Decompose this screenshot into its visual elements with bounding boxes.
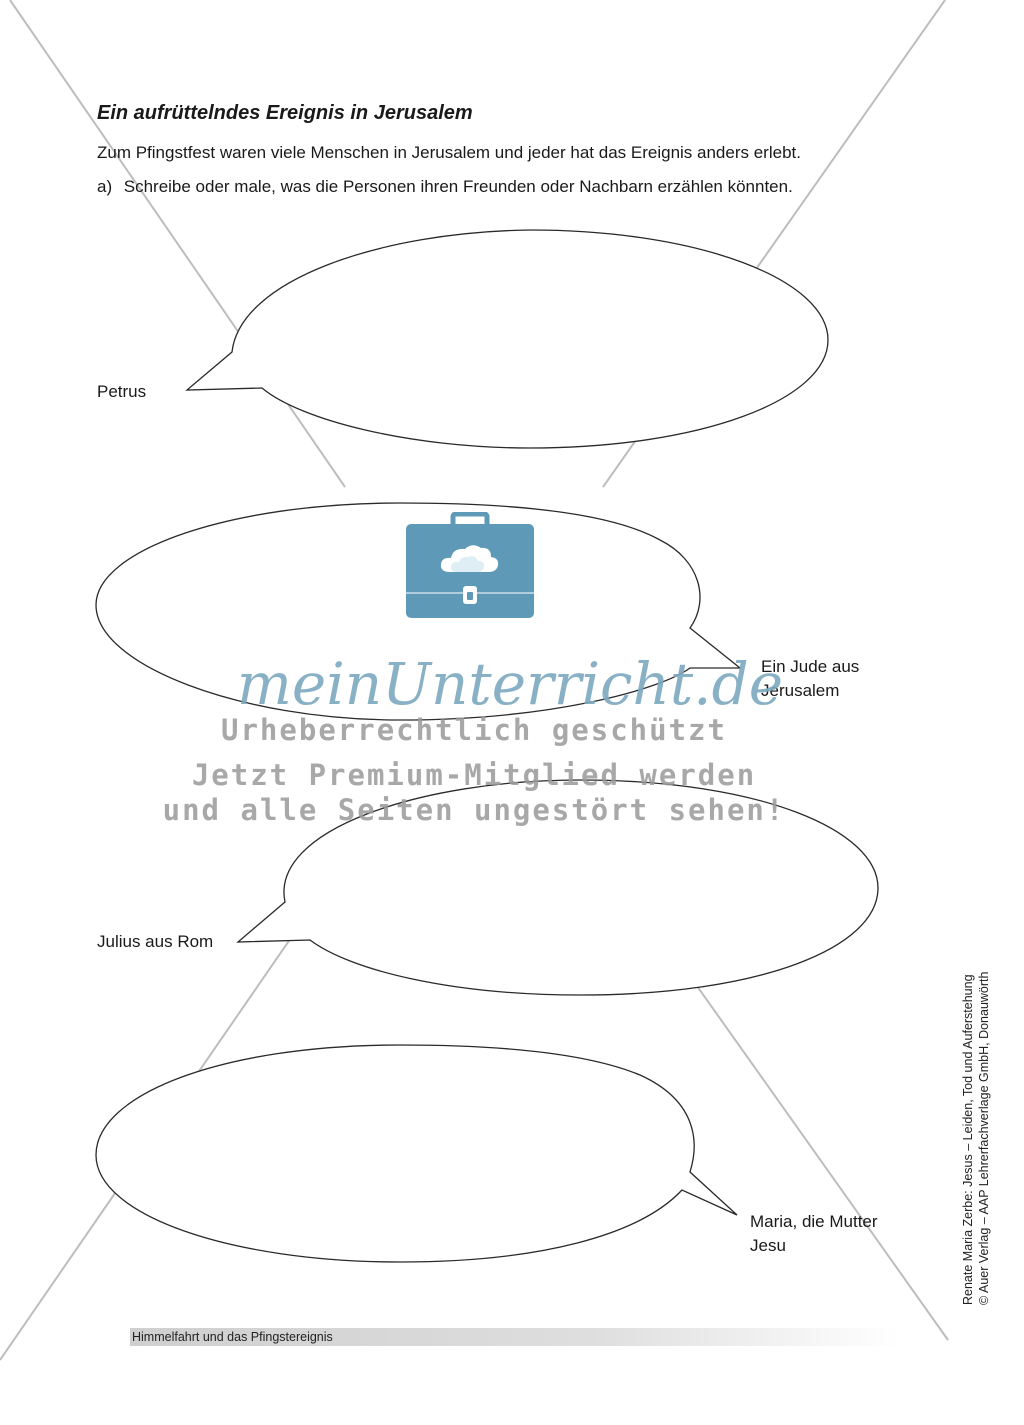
worksheet-title: Ein aufrüttelndes Ereignis in Jerusalem — [97, 102, 473, 124]
speech-bubble-petrus[interactable] — [187, 230, 828, 448]
watermark-logo: meinUnterricht.de — [236, 650, 784, 718]
credits — [960, 945, 992, 1305]
person-julius: Julius aus Rom — [97, 932, 214, 951]
task-text: Schreibe oder male, was die Personen ihren Freunden oder Nachbarn erzählen könnten. — [123, 177, 793, 196]
watermark-line-2: Jetzt Premium-Mitglied werden — [191, 758, 757, 792]
task-label: a) — [97, 177, 113, 196]
watermark-line-1: Urheberrechtlich geschützt — [221, 713, 727, 747]
person-maria — [750, 1210, 910, 1258]
intro-text: Zum Pfingstfest waren viele Menschen in Jerusalem und jeder hat das Ereignis anders erlebt. — [97, 143, 801, 162]
briefcase-cloud-icon — [405, 512, 535, 620]
person-petrus: Petrus — [97, 382, 147, 401]
person-maria-line1: Maria, die Mutter — [750, 1212, 878, 1231]
person-maria-line2: Jesu — [750, 1236, 786, 1255]
footer-bar — [130, 1328, 900, 1346]
person-jude-line2: Jerusalem — [761, 681, 840, 700]
person-jude-line1: Ein Jude aus — [761, 657, 860, 676]
task-a — [97, 177, 793, 197]
speech-bubble-maria[interactable] — [96, 1045, 737, 1262]
credits-line-2: © Auer Verlag – AAP Lehrerfachverlage GmbH, Donauwörth — [977, 971, 991, 1305]
watermark-line-3: und alle Seiten ungestört sehen! — [162, 793, 786, 827]
credits-line-1: Renate Maria Zerbe: Jesus – Leiden, Tod und Auferstehung — [961, 974, 975, 1305]
footer-text: Himmelfahrt und das Pfingstereignis — [132, 1330, 333, 1344]
